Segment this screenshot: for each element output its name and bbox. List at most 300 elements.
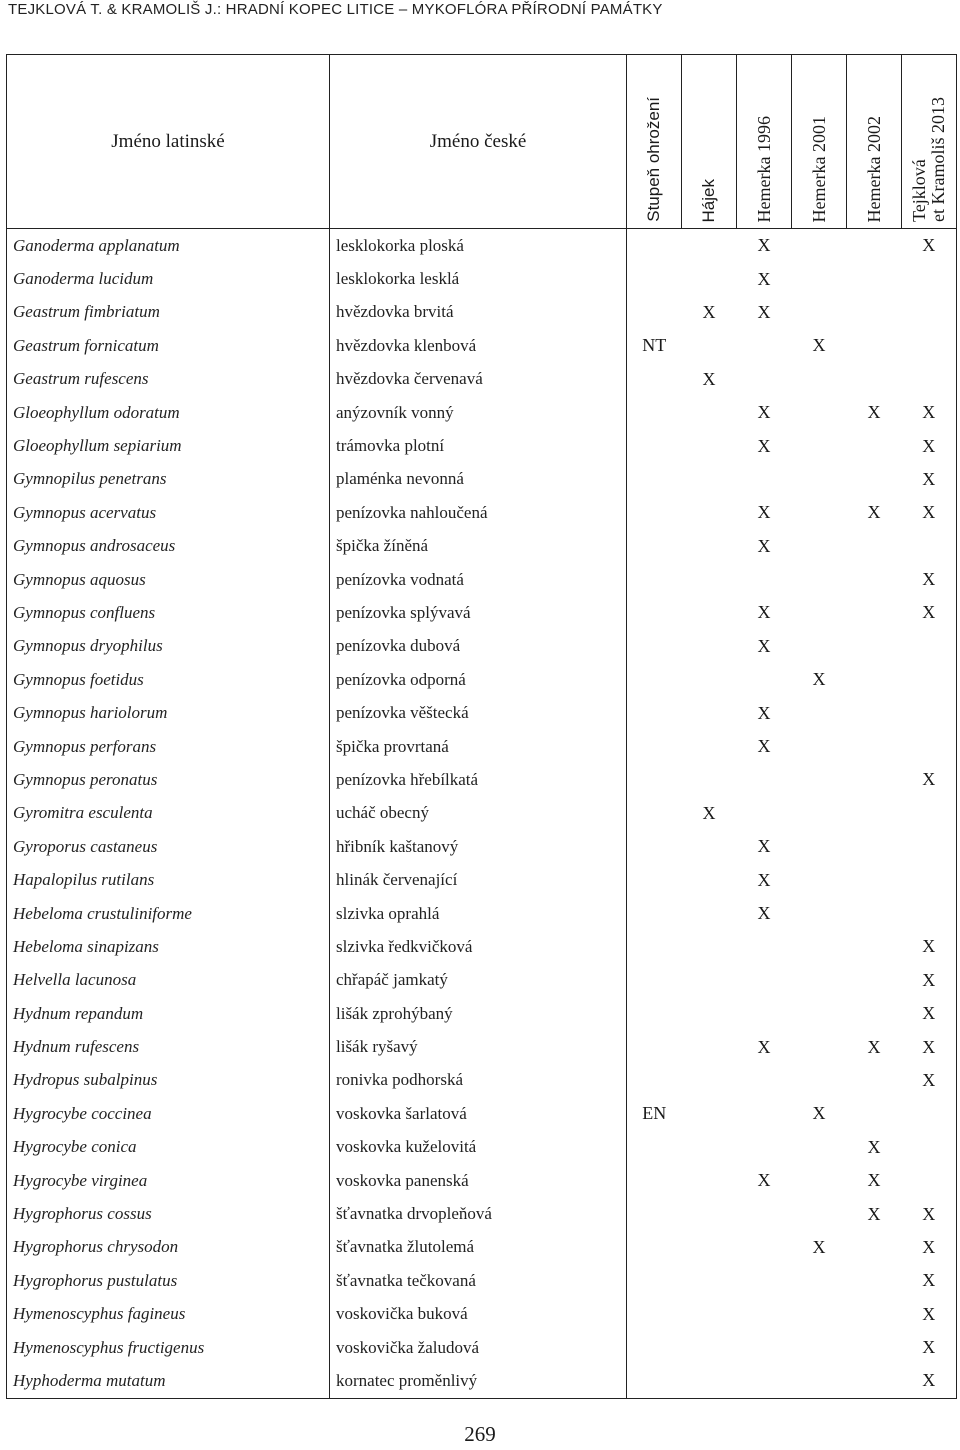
latin-name-cell: Hygrocybe virginea [7,1164,330,1197]
latin-name-cell: Geastrum fornicatum [7,329,330,362]
hemerka-2001-cell [792,1264,847,1297]
hemerka-2001-cell [792,363,847,396]
hemerka-2001-cell [792,229,847,263]
latin-name-cell: Gymnopus peronatus [7,763,330,796]
threat-cell [627,964,682,997]
tejklova-2013-cell: X [902,1264,957,1297]
latin-name-cell: Ganoderma lucidum [7,262,330,295]
header-hajek [682,55,737,229]
latin-name-cell: Gymnopus hariolorum [7,696,330,729]
hemerka-2002-cell [847,1231,902,1264]
header-hemerka-1996-label: Hemerka 1996 [754,115,774,222]
hajek-cell [682,1197,737,1230]
hajek-cell [682,1364,737,1398]
tejklova-2013-cell: X [902,496,957,529]
czech-name-cell: slzivka oprahlá [330,897,627,930]
latin-name-cell: Gymnopus confluens [7,596,330,629]
czech-name-cell: chřapáč jamkatý [330,964,627,997]
table-row [7,229,957,263]
hajek-cell [682,1331,737,1364]
threat-cell [627,997,682,1030]
hemerka-1996-cell [737,763,792,796]
tejklova-2013-cell: X [902,1331,957,1364]
threat-cell [627,1030,682,1063]
czech-name-cell: hvězdovka brvitá [330,296,627,329]
tejklova-2013-cell [902,797,957,830]
hemerka-2001-cell [792,262,847,295]
hemerka-2002-cell [847,730,902,763]
czech-name-cell: slzivka ředkvičková [330,930,627,963]
czech-name-cell: voskovička buková [330,1298,627,1331]
hajek-cell [682,229,737,263]
header-tejklova-line2: et Kramoliš 2013 [928,97,948,222]
hemerka-1996-cell [737,1298,792,1331]
czech-name-cell: trámovka plotní [330,429,627,462]
threat-cell [627,1364,682,1398]
czech-name-cell: kornatec proměnlivý [330,1364,627,1398]
threat-cell: EN [627,1097,682,1130]
header-hemerka-2002-label: Hemerka 2002 [864,115,884,222]
latin-name-cell: Hymenoscyphus fructigenus [7,1331,330,1364]
hemerka-2002-cell [847,329,902,362]
hemerka-2002-cell [847,596,902,629]
hajek-cell: X [702,802,716,823]
threat-cell [627,463,682,496]
hemerka-2001-cell: X [812,1103,826,1124]
table-body [7,229,957,1399]
tejklova-2013-cell [902,630,957,663]
czech-name-cell: voskovka kuželovitá [330,1131,627,1164]
tejklova-2013-cell: X [902,1197,957,1230]
hajek-cell [682,429,737,462]
czech-name-cell: voskovka panenská [330,1164,627,1197]
hajek-cell [682,496,737,529]
table-row [7,1364,957,1398]
hemerka-2001-cell [792,630,847,663]
table-row [7,496,957,529]
tejklova-2013-cell: X [902,964,957,997]
table-row [7,830,957,863]
czech-name-cell: lesklokorka ploská [330,229,627,263]
tejklova-2013-cell [902,363,957,396]
tejklova-2013-cell [902,1164,957,1197]
hemerka-1996-cell: X [757,635,771,656]
tejklova-2013-cell [902,262,957,295]
hemerka-2002-cell [847,363,902,396]
header-hemerka-1996 [737,55,792,229]
hemerka-1996-cell [737,797,792,830]
latin-name-cell: Gymnopus androsaceus [7,530,330,563]
czech-name-cell: penízovka vodnatá [330,563,627,596]
threat-cell [627,396,682,429]
latin-name-cell: Gyromitra esculenta [7,797,330,830]
threat-cell [627,863,682,896]
table-row [7,363,957,396]
tejklova-2013-cell: X [902,596,957,629]
tejklova-2013-cell [902,530,957,563]
czech-name-cell: lišák zprohýbaný [330,997,627,1030]
table-row [7,1264,957,1297]
hemerka-2002-cell [847,1298,902,1331]
hemerka-2001-cell [792,496,847,529]
hajek-cell [682,530,737,563]
latin-name-cell: Hygrophorus chrysodon [7,1231,330,1264]
hemerka-1996-cell: X [757,435,771,456]
threat-cell [627,530,682,563]
hemerka-2002-cell: X [867,1136,881,1157]
hemerka-2002-cell [847,863,902,896]
hemerka-1996-cell: X [757,736,771,757]
hemerka-2002-cell [847,1331,902,1364]
threat-cell [627,496,682,529]
threat-cell [627,696,682,729]
hemerka-2001-cell [792,1364,847,1398]
hemerka-2002-cell [847,663,902,696]
hemerka-2002-cell [847,262,902,295]
hemerka-1996-cell: X [757,702,771,723]
tejklova-2013-cell: X [902,1064,957,1097]
latin-name-cell: Hygrocybe coccinea [7,1097,330,1130]
hemerka-1996-cell [737,930,792,963]
hemerka-2002-cell: X [867,1036,881,1057]
hajek-cell [682,863,737,896]
hajek-cell [682,1164,737,1197]
tejklova-2013-cell: X [902,763,957,796]
hemerka-2001-cell: X [812,1236,826,1257]
threat-cell [627,1331,682,1364]
latin-name-cell: Gloeophyllum odoratum [7,396,330,429]
hemerka-1996-cell: X [757,836,771,857]
hemerka-2001-cell [792,563,847,596]
hemerka-2002-cell [847,696,902,729]
hemerka-2001-cell [792,930,847,963]
hemerka-2001-cell [792,1164,847,1197]
czech-name-cell: špička žíněná [330,530,627,563]
hemerka-1996-cell: X [757,301,771,322]
threat-cell [627,1164,682,1197]
hemerka-2002-cell [847,1364,902,1398]
latin-name-cell: Hygrophorus cossus [7,1197,330,1230]
table-row [7,1197,957,1230]
hemerka-1996-cell [737,1197,792,1230]
tejklova-2013-cell [902,1097,957,1130]
latin-name-cell: Gymnopus acervatus [7,496,330,529]
table-row [7,262,957,295]
threat-cell [627,1197,682,1230]
czech-name-cell: špička provrtaná [330,730,627,763]
hemerka-2002-cell [847,1264,902,1297]
latin-name-cell: Hebeloma sinapizans [7,930,330,963]
table-row [7,329,957,362]
table-row [7,797,957,830]
header-tejklova-2013-label [910,97,948,222]
threat-cell [627,1131,682,1164]
latin-name-cell: Hapalopilus rutilans [7,863,330,896]
hajek-cell [682,329,737,362]
hajek-cell [682,596,737,629]
hemerka-1996-cell: X [757,903,771,923]
czech-name-cell: penízovka nahloučená [330,496,627,529]
table-row [7,930,957,963]
table-row [7,463,957,496]
hajek-cell: X [702,301,716,322]
hemerka-1996-cell [737,964,792,997]
czech-name-cell: lišák ryšavý [330,1030,627,1063]
hemerka-2002-cell [847,997,902,1030]
hemerka-2002-cell: X [867,1170,881,1191]
hemerka-1996-cell [737,997,792,1030]
threat-cell [627,1298,682,1331]
running-head: TEJKLOVÁ T. & KRAMOLIŠ J.: HRADNÍ KOPEC LITICE – MYKOFLÓRA PŘÍRODNÍ PAMÁTKY [8,1,663,18]
hemerka-1996-cell [737,363,792,396]
hajek-cell [682,630,737,663]
table-row [7,1331,957,1364]
latin-name-cell: Hyphoderma mutatum [7,1364,330,1398]
tejklova-2013-cell [902,830,957,863]
hemerka-2001-cell: X [812,335,826,356]
latin-name-cell: Helvella lacunosa [7,964,330,997]
hemerka-2002-cell [847,229,902,263]
latin-name-cell: Hymenoscyphus fagineus [7,1298,330,1331]
threat-cell [627,1064,682,1097]
table-row [7,396,957,429]
czech-name-cell: penízovka dubová [330,630,627,663]
table-header-row [7,55,957,229]
latin-name-cell: Gymnopus perforans [7,730,330,763]
header-tejklova-2013 [902,55,957,229]
table-row [7,1131,957,1164]
hajek-cell [682,930,737,963]
table-row [7,1064,957,1097]
czech-name-cell: penízovka odporná [330,663,627,696]
czech-name-cell: hřibník kaštanový [330,830,627,863]
czech-name-cell: šťavnatka tečkovaná [330,1264,627,1297]
hemerka-2001-cell [792,463,847,496]
table-row [7,563,957,596]
hemerka-2001-cell [792,863,847,896]
table-row [7,429,957,462]
tejklova-2013-cell [902,329,957,362]
hemerka-2002-cell: X [867,502,881,523]
hemerka-1996-cell [737,1064,792,1097]
table-row [7,596,957,629]
table-row [7,696,957,729]
table-row [7,964,957,997]
hajek-cell [682,1298,737,1331]
threat-cell [627,797,682,830]
czech-name-cell: šťavnatka žlutolemá [330,1231,627,1264]
czech-name-cell: lesklokorka lesklá [330,262,627,295]
hemerka-2001-cell [792,530,847,563]
hemerka-2002-cell [847,530,902,563]
hajek-cell [682,663,737,696]
czech-name-cell: penízovka věštecká [330,696,627,729]
hajek-cell: X [702,368,716,389]
tejklova-2013-cell: X [902,1364,957,1398]
czech-name-cell: penízovka splývavá [330,596,627,629]
tejklova-2013-cell: X [902,429,957,462]
hajek-cell [682,1131,737,1164]
table-row [7,1298,957,1331]
hemerka-2001-cell: X [812,669,826,690]
hajek-cell [682,1231,737,1264]
threat-cell [627,429,682,462]
hemerka-1996-cell: X [737,229,792,263]
hemerka-2002-cell [847,797,902,830]
latin-name-cell: Hebeloma crustuliniforme [7,897,330,930]
hemerka-2001-cell [792,1331,847,1364]
czech-name-cell: anýzovník vonný [330,396,627,429]
tejklova-2013-cell [902,1131,957,1164]
hemerka-2001-cell [792,1131,847,1164]
hemerka-2001-cell [792,763,847,796]
czech-name-cell: ucháč obecný [330,797,627,830]
czech-name-cell: penízovka hřebílkatá [330,763,627,796]
latin-name-cell: Gloeophyllum sepiarium [7,429,330,462]
latin-name-cell: Geastrum fimbriatum [7,296,330,329]
header-hemerka-2002 [847,55,902,229]
hemerka-1996-cell: X [757,402,771,423]
table-row [7,763,957,796]
tejklova-2013-cell: X [902,930,957,963]
hajek-cell [682,964,737,997]
tejklova-2013-cell: X [902,1231,957,1264]
hemerka-2002-cell: X [867,402,881,423]
hemerka-2002-cell: X [867,1203,881,1224]
header-czech-name: Jméno české [330,55,627,229]
table-row [7,296,957,329]
hemerka-2002-cell [847,463,902,496]
hemerka-2001-cell [792,1298,847,1331]
czech-name-cell: voskovka šarlatová [330,1097,627,1130]
threat-cell [627,1264,682,1297]
hemerka-2001-cell [792,964,847,997]
hemerka-2001-cell [792,396,847,429]
hemerka-2002-cell [847,830,902,863]
table-row [7,630,957,663]
hajek-cell [682,1030,737,1063]
header-tejklova-line1: Tejklová [909,159,929,222]
table-row [7,863,957,896]
latin-name-cell: Hydnum rufescens [7,1030,330,1063]
hajek-cell [682,897,737,930]
hemerka-2002-cell [847,630,902,663]
header-threat-label: Stupeň ohrožení [644,97,663,222]
tejklova-2013-cell [902,897,957,930]
czech-name-cell: ronivka podhorská [330,1064,627,1097]
hajek-cell [682,730,737,763]
header-latin-name: Jméno latinské [7,55,330,229]
hemerka-1996-cell: X [757,268,771,289]
table-row [7,897,957,930]
hajek-cell [682,563,737,596]
hemerka-2001-cell [792,596,847,629]
hemerka-1996-cell [737,1097,792,1130]
latin-name-cell: Hygrocybe conica [7,1131,330,1164]
latin-name-cell: Gymnopus aquosus [7,563,330,596]
threat-cell [627,262,682,295]
hemerka-2002-cell [847,1097,902,1130]
hajek-cell [682,696,737,729]
latin-name-cell: Hydropus subalpinus [7,1064,330,1097]
table-row [7,530,957,563]
threat-cell [627,596,682,629]
header-hemerka-2001 [792,55,847,229]
czech-name-cell: hvězdovka červenavá [330,363,627,396]
hemerka-1996-cell: X [757,535,771,556]
hemerka-1996-cell [737,1364,792,1398]
czech-name-cell: hlinák červenající [330,863,627,896]
threat-cell [627,1231,682,1264]
hajek-cell [682,1097,737,1130]
hajek-cell [682,1264,737,1297]
hemerka-1996-cell: X [757,602,771,623]
threat-cell [627,930,682,963]
tejklova-2013-cell: X [902,563,957,596]
hemerka-2001-cell [792,1030,847,1063]
hemerka-2001-cell [792,797,847,830]
hajek-cell [682,997,737,1030]
hemerka-2002-cell [847,296,902,329]
threat-cell [627,763,682,796]
hemerka-1996-cell [737,1331,792,1364]
hajek-cell [682,830,737,863]
hajek-cell [682,1064,737,1097]
hajek-cell [682,262,737,295]
hajek-cell [682,463,737,496]
hemerka-1996-cell [737,663,792,696]
hajek-cell [682,763,737,796]
hemerka-2001-cell [792,429,847,462]
tejklova-2013-cell: X [902,229,957,263]
hemerka-1996-cell: X [757,1170,771,1191]
latin-name-cell: Hydnum repandum [7,997,330,1030]
hemerka-1996-cell [737,1231,792,1264]
table-row [7,1164,957,1197]
hemerka-1996-cell [737,1131,792,1164]
hajek-cell [682,396,737,429]
tejklova-2013-cell [902,863,957,896]
hemerka-2001-cell [792,696,847,729]
hemerka-1996-cell: X [757,502,771,523]
threat-cell [627,830,682,863]
hemerka-2002-cell [847,1064,902,1097]
page-number: 269 [464,1422,496,1446]
tejklova-2013-cell [902,296,957,329]
table-row [7,1097,957,1130]
czech-name-cell: plaménka nevonná [330,463,627,496]
hemerka-2002-cell [847,429,902,462]
latin-name-cell: Gymnopus foetidus [7,663,330,696]
hemerka-1996-cell [737,329,792,362]
hemerka-2002-cell [847,563,902,596]
latin-name-cell: Gymnopus dryophilus [7,630,330,663]
tejklova-2013-cell [902,730,957,763]
hemerka-2001-cell [792,997,847,1030]
czech-name-cell: hvězdovka klenbová [330,329,627,362]
table-row [7,997,957,1030]
czech-name-cell: voskovička žaludová [330,1331,627,1364]
hemerka-2001-cell [792,1197,847,1230]
table-row [7,730,957,763]
tejklova-2013-cell: X [902,1030,957,1063]
hemerka-2001-cell [792,830,847,863]
latin-name-cell: Ganoderma applanatum [7,229,330,263]
species-table [6,54,957,1399]
hemerka-1996-cell: X [757,869,771,890]
latin-name-cell: Hygrophorus pustulatus [7,1264,330,1297]
tejklova-2013-cell [902,696,957,729]
